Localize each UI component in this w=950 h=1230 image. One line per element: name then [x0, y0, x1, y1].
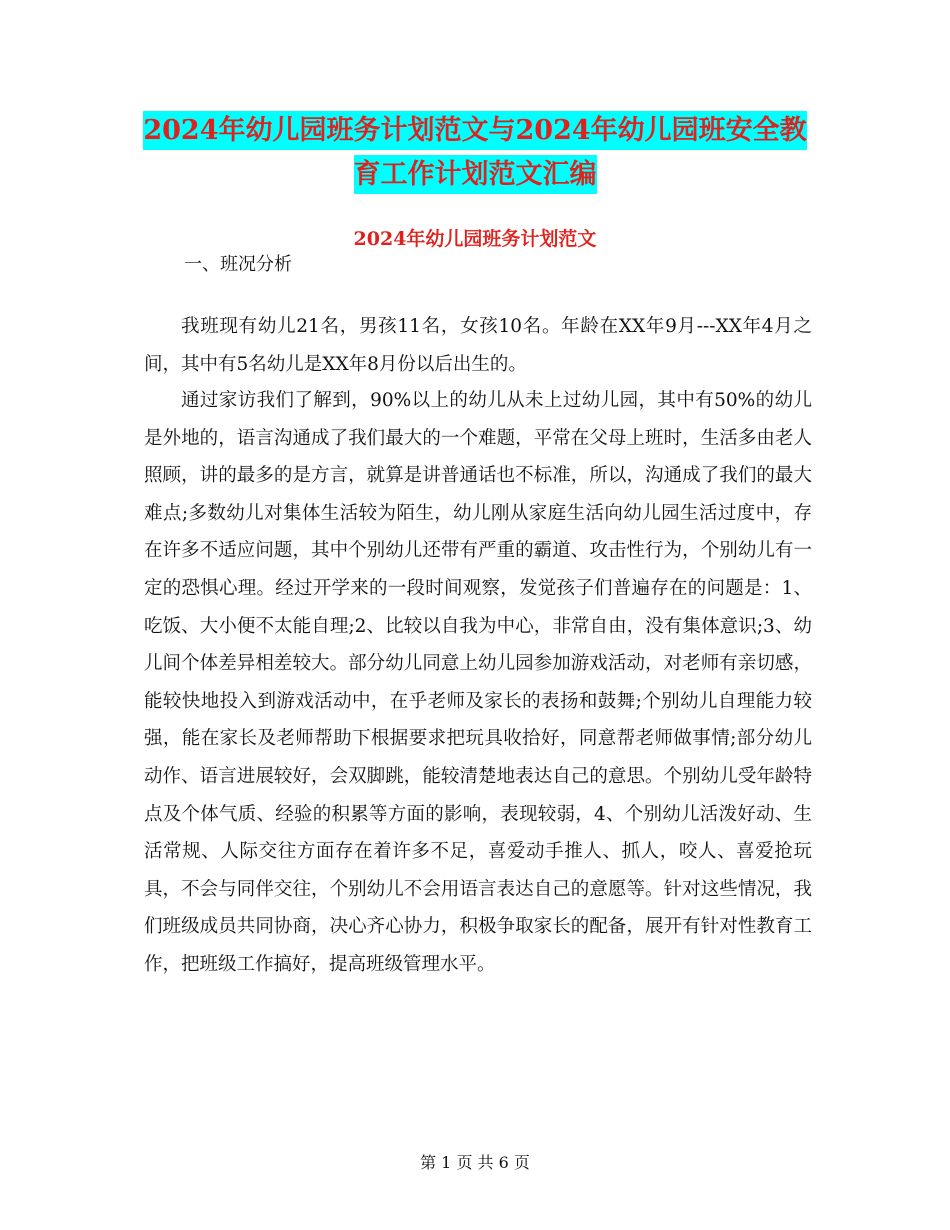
paragraph: 我班现有幼儿21名，男孩11名，女孩10名。年龄在XX年9月---XX年4月之间，其中有5名幼儿是XX年8月份以后出生的。 — [144, 316, 812, 375]
section-heading: 一、班况分析 — [184, 254, 292, 275]
document-title-line-2 — [60, 150, 890, 200]
document-title-line-1 — [60, 106, 890, 156]
page-footer: 第 1 页 共 6 页 — [420, 1153, 530, 1172]
title-highlight: 2024年幼儿园班务计划范文与2024年幼儿园班安全教 — [143, 111, 806, 150]
section-title: 2024年幼儿园班务计划范文 — [353, 228, 597, 250]
paragraph: 通过家访我们了解到，90%以上的幼儿从未上过幼儿园，其中有50%的幼儿是外地的，语言沟通成了我们最大的一个难题，平常在父母上班时，生活多由老人照顾，讲的最多的是方言，就算是讲普通话也不标准，所以，沟通成了我们的最大难点;多数幼儿对集体生活较为陌生，幼儿刚从家庭生活向幼儿园生活过度中，存在许多不适应问题，其中个别幼儿还带有严重的霸道、攻击性行为，个别幼儿有一定的恐惧心理。经过开学来的一段时间观察，发觉孩子们普遍存在的问题是：1、吃饭、大小便不太能自理;2、比较以自我为中心，非常自由，没有集体意识;3、幼儿间个体差异相差较大。部分幼儿同意上幼儿园参加游戏活动，对老师有亲切感，能较快地投入到游戏活动中，在乎老师及家长的表扬和鼓舞;个别幼儿自理能力较强，能在家长及老师帮助下根据要求把玩具收拾好，同意帮老师做事情;部分幼儿动作、语言进展较好，会双脚跳，能较清楚地表达自己的意思。个别幼儿受年龄特点及个体气质、经验的积累等方面的影响，表现较弱，4、个别幼儿活泼好动、生活常规、人际交往方面存在着许多不足，喜爱动手推人、抓人，咬人、喜爱抢玩具，不会与同伴交往，个别幼儿不会用语言表达自己的意愿等。针对这些情况，我们班级成员共同协商，决心齐心协力，积极争取家长的配备，展开有针对性教育工作，把班级工作搞好，提高班级管理水平。 — [144, 390, 812, 975]
title-highlight: 育工作计划范文汇编 — [354, 155, 597, 194]
